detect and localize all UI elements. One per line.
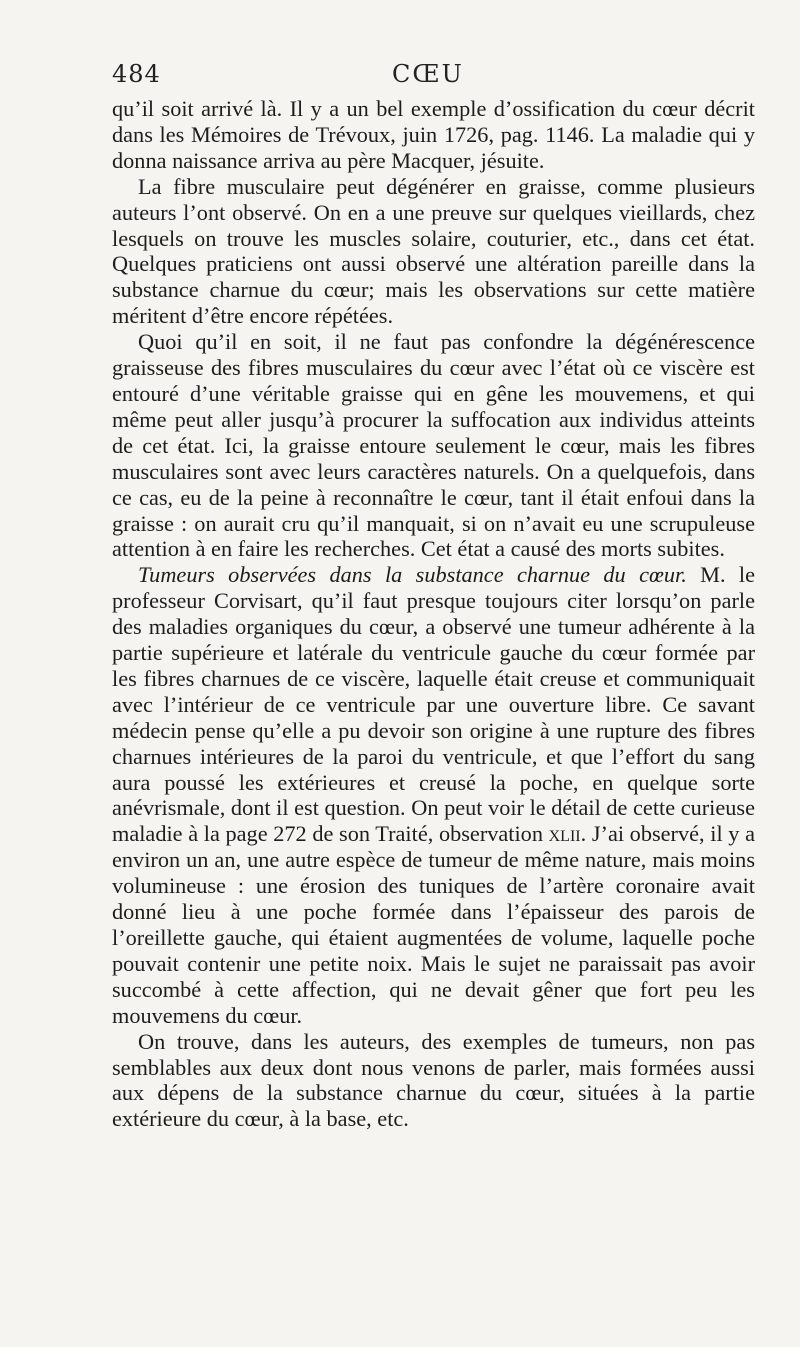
running-head <box>112 60 752 96</box>
paragraph-tumors-text-b: . J’ai observé, il y a environ un an, une autre espèce de tumeur de même nature, mais moins volumineuse : une érosion des tuniques de l’artère coronaire avait donné lieu à une poche formée dans l’épaisseur des parois de l’oreillette gauche, qui étaient augmentées de volume, laquelle poche pouvait contenir une petite noix. Mais le sujet ne paraissait pas avoir succombé à cette affection, qui ne devait gêner que fort peu les mouvemens du cœur. <box>112 821 755 1028</box>
paragraph-continuation: qu’il soit arrivé là. Il y a un bel exemple d’ossification du cœur décrit dans les Mémoires de Trévoux, juin 1726, pag. 1146. La maladie qui y donna naissance arriva au père Macquer, jésuite. <box>112 96 755 173</box>
paragraph-tumors <box>112 562 755 1028</box>
paragraph-other-tumors: On trouve, dans les auteurs, des exemples de tumeurs, non pas semblables aux deux dont nous venons de parler, mais formées aussi aux dépens de la substance charnue du cœur, situées à la partie extérieure du cœur, à la base, etc. <box>112 1028 755 1132</box>
paragraph-heart-fat: Quoi qu’il en soit, il ne faut pas confondre la dégénérescence graisseuse des fibres musculaires du cœur avec l’état où ce viscère est entouré d’une véritable graisse qui en gêne les mouvemens, et qui même peut aller jusqu’à procurer la suffocation aux individus atteints de cet état. Ici, la graisse entoure seulement le cœur, mais les fibres musculaires sont avec leurs caractères naturels. On a quelquefois, dans ce cas, eu de la peine à reconnaître le cœur, tant il était enfoui dans la graisse : on aurait cru qu’il manquait, si on n’avait eu une scrupuleuse attention à en faire les recherches. Cet état a causé des morts subites. <box>112 329 755 562</box>
section-lead-italic: Tumeurs observées dans la substance charnue du cœur. <box>138 562 687 588</box>
body-text <box>112 96 755 1132</box>
observation-number: xlii <box>548 821 581 847</box>
paragraph-fatty-degeneration: La fibre musculaire peut dégénérer en graisse, comme plusieurs auteurs l’ont observé. On en a une preuve sur quelques vieillards, chez lesquels on trouve les muscles solaire, couturier, etc., dans cet état. Quelques praticiens ont aussi observé une altération pareille dans la substance charnue du cœur; mais les observations sur cette matière méritent d’être encore répétées. <box>112 173 755 329</box>
page-number: 484 <box>112 60 161 88</box>
page-header-title: CŒU <box>392 60 464 88</box>
paragraph-tumors-text-a: M. le professeur Corvisart, qu’il faut presque toujours citer lorsqu’on parle des maladies organiques du cœur, a observé une tumeur adhérente à la partie supérieure et latérale du ventricule gauche du cœur formée par les fibres charnues de ce viscère, laquelle était creuse et communiquait avec l’intérieur de ce ventricule par une ouverture libre. Ce savant médecin pense qu’elle a pu devoir son origine à une rupture des fibres charnues intérieures de la paroi du ventricule, et que l’effort du sang aura poussé les extérieures et creusé la poche, en quelque sorte anévrismale, dont il est question. On peut voir le détail de cette curieuse maladie à la page 272 de son Traité, observation <box>112 562 755 847</box>
